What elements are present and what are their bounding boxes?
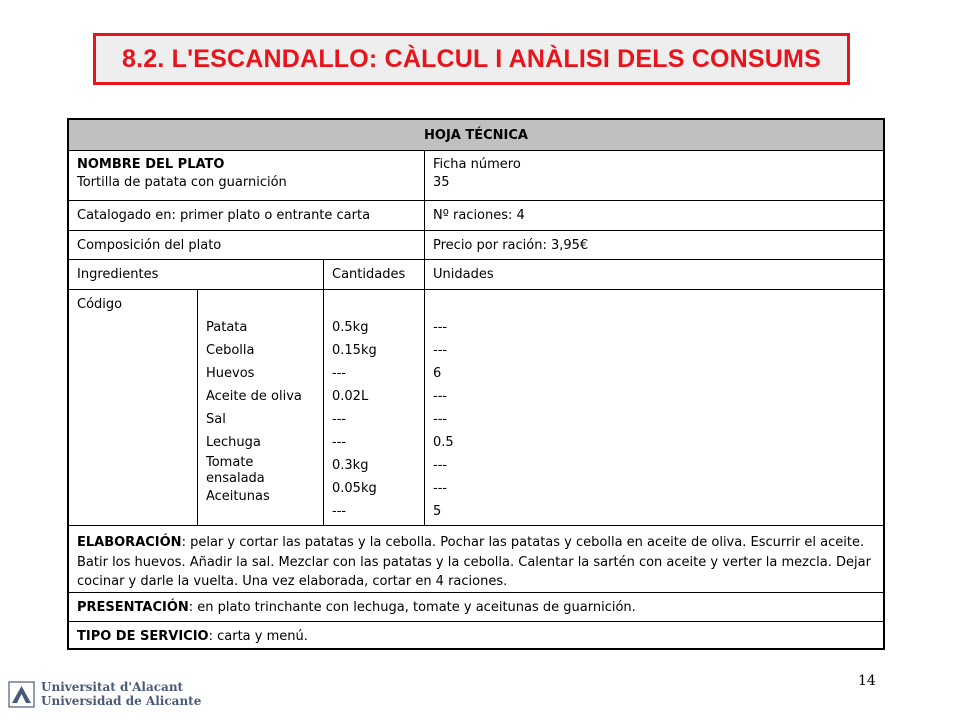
ingredient-name: Huevos xyxy=(206,366,255,381)
code-label: Código xyxy=(77,297,123,312)
sheet-number: 35 xyxy=(433,175,450,190)
ingredient-quantity: 0.02L xyxy=(332,389,369,404)
ingredient-units: --- xyxy=(433,343,448,358)
sheet-number-cell xyxy=(424,151,883,200)
university-logo-icon xyxy=(8,681,35,708)
ingredient-name: Cebolla xyxy=(206,343,255,358)
service-row xyxy=(69,622,883,650)
dish-label: NOMBRE DEL PLATO xyxy=(77,157,225,172)
slide-title-box xyxy=(93,33,850,85)
presentation-text: : en plato trinchante con lechuga, tomate y aceitunas de guarnición. xyxy=(188,599,636,615)
ingredient-units: 6 xyxy=(433,366,442,381)
composition-row xyxy=(69,231,883,260)
elaboration-label: ELABORACIÓN xyxy=(77,535,182,550)
university-name xyxy=(41,680,201,708)
quantities-column-header: Cantidades xyxy=(323,260,424,289)
page-number: 14 xyxy=(858,673,876,689)
ingredient-quantity: 0.5kg xyxy=(332,320,369,335)
units-cell xyxy=(424,290,883,525)
ingredient-units: 0.5 xyxy=(433,435,454,450)
composition-cell: Composición del plato xyxy=(77,237,222,253)
slide-title: 8.2. L'ESCANDALLO: CÀLCUL I ANÀLISI DELS CONSUMS xyxy=(122,44,821,73)
ingredient-units: --- xyxy=(433,389,448,404)
ingredient-quantity: --- xyxy=(332,504,347,519)
sheet-header-row xyxy=(69,120,883,151)
ingredient-quantity: 0.3kg xyxy=(332,458,369,473)
ingredient-names-cell xyxy=(197,290,323,525)
ingredient-units: --- xyxy=(433,412,448,427)
catalogue-row xyxy=(69,201,883,231)
ingredient-quantity: --- xyxy=(332,435,347,450)
presentation-label: PRESENTACIÓN xyxy=(77,599,189,615)
dish-cell xyxy=(69,151,424,200)
technical-sheet-table xyxy=(67,118,885,650)
elaboration-row xyxy=(69,526,883,593)
elaboration-text: : pelar y cortar las patatas y la cebolla. Pochar las patatas y cebolla en aceite de oliva. Escurrir el aceite. Batir los huevos. Añadir la sal. Mezclar con las patatas y la cebolla. Calentar la sartén con aceite y verter la mezcla. Dejar cocinar y darle la vuelta. Una vez elaborada, cortar en 4 raciones. xyxy=(77,535,871,589)
ingredient-units: --- xyxy=(433,320,448,335)
units-column-header: Unidades xyxy=(424,260,883,289)
university-name-ca: Universitat d'Alacant xyxy=(41,680,184,694)
ingredients-row xyxy=(69,290,883,526)
university-footer xyxy=(8,680,201,708)
ingredients-column-header: Ingredientes xyxy=(77,267,159,282)
elaboration-cell xyxy=(69,526,883,592)
service-text: : carta y menú. xyxy=(208,628,308,644)
ingredient-quantity: 0.15kg xyxy=(332,343,377,358)
code-cell xyxy=(69,290,197,525)
columns-row xyxy=(69,260,883,290)
ingredient-quantity: 0.05kg xyxy=(332,481,377,496)
service-label: TIPO DE SERVICIO xyxy=(77,628,209,644)
catalogued-cell: Catalogado en: primer plato o entrante carta xyxy=(77,208,371,223)
ingredient-name: Tomate ensalada xyxy=(206,455,265,486)
ingredient-name: Sal xyxy=(206,412,226,427)
service-cell xyxy=(69,622,883,650)
dish-name: Tortilla de patata con guarnición xyxy=(77,175,287,190)
ingredient-name: Lechuga xyxy=(206,435,261,450)
portions-cell: Nº raciones: 4 xyxy=(424,201,883,230)
ingredient-quantity: --- xyxy=(332,412,347,427)
ingredient-units: --- xyxy=(433,458,448,473)
ingredient-name: Aceitunas xyxy=(206,489,270,504)
dish-row xyxy=(69,151,883,201)
ingredient-name: Patata xyxy=(206,320,248,335)
university-name-es: Universidad de Alicante xyxy=(41,694,202,708)
price-cell: Precio por ración: 3,95€ xyxy=(424,231,883,259)
ingredient-units: 5 xyxy=(433,504,442,519)
presentation-row xyxy=(69,593,883,622)
sheet-header: HOJA TÉCNICA xyxy=(424,127,528,143)
quantities-cell xyxy=(323,290,424,525)
sheet-number-label: Ficha número xyxy=(433,157,521,172)
ingredient-quantity: --- xyxy=(332,366,347,381)
ingredient-units: --- xyxy=(433,481,448,496)
presentation-cell xyxy=(69,593,883,621)
ingredient-name: Aceite de oliva xyxy=(206,389,302,404)
